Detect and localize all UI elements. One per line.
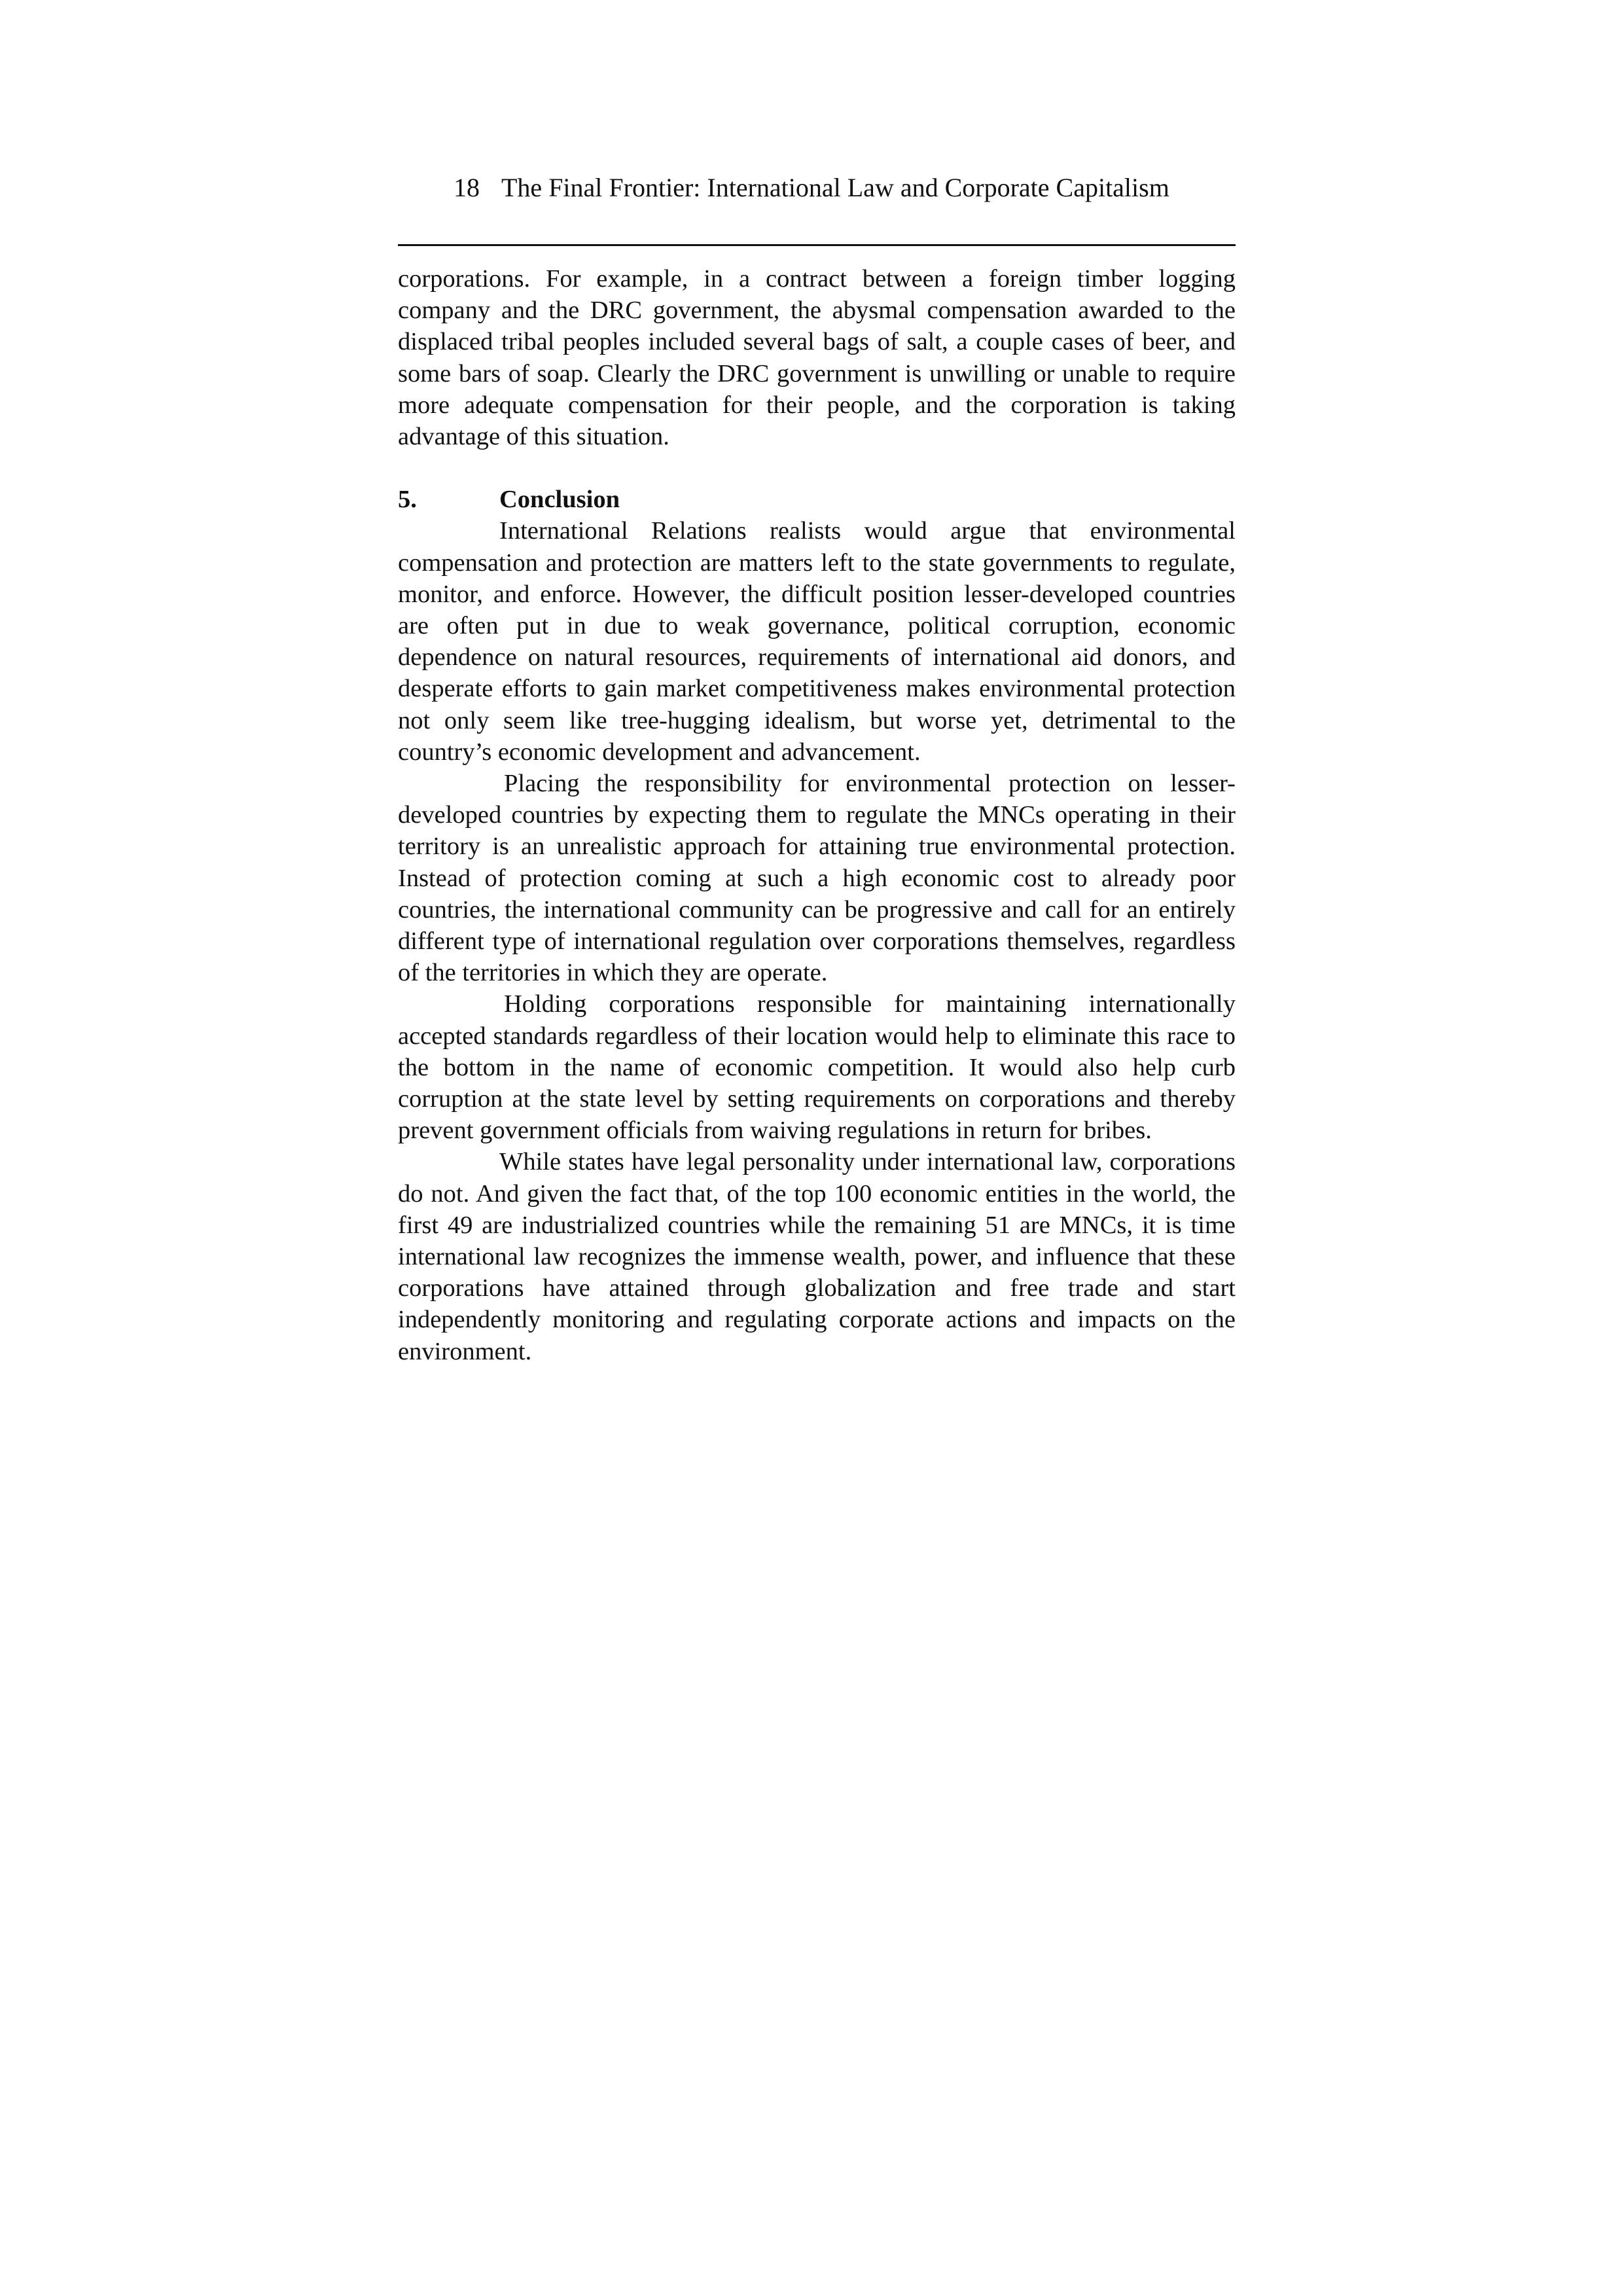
running-title: The Final Frontier: International Law and Corporate Capitalism — [501, 173, 1169, 202]
paragraph: Placing the responsibility for environmental protection on lesser-developed countries by expecting them to regulate the MNCs operating in their territory is an unrealistic approach for attaining true environmental protection. Instead of protection coming at such a high economic cost to already poor countries, the international community can be progressive and call for an entirely different type of international regulation over corporations themselves, regardless of the territories in which they are operate. — [398, 770, 1236, 987]
section-heading — [398, 484, 1236, 515]
section-title: Conclusion — [499, 486, 620, 514]
opening-paragraph: corporations. For example, in a contract between a foreign timber logging company and the DRC government, the abysmal compensation awarded to the displaced tribal peoples included several bags of salt, a couple cases of beer, and some bars of soap. Clearly the DRC government is unwilling or unable to require more adequate compensation for their people, and the corporation is taking advantage of this situation. — [398, 265, 1236, 451]
paragraph: While states have legal personality under international law, corporations do not. And given the fact that, of the top 100 economic entities in the world, the first 49 are industrialized countries while the remaining 51 are MNCs, it is time international law recognizes the immense wealth, power, and influence that these corporations have attained through globalization and free trade and start independently monitoring and regulating corporate actions and impacts on the environment. — [398, 1148, 1236, 1365]
body-text — [398, 263, 1236, 1367]
header-rule — [398, 244, 1236, 246]
page-number: 18 — [454, 173, 480, 202]
paragraph: Holding corporations responsible for maintaining internationally accepted standards regardless of their location would help to eliminate this race to the bottom in the name of economic competition. It would also help curb corruption at the state level by setting requirements on corporations and thereby prevent government officials from waiving regulations in return for bribes. — [398, 990, 1236, 1145]
section-number: 5. — [398, 486, 417, 514]
paragraph: International Relations realists would argue that environmental compensation and protection are matters left to the state governments to regulate, monitor, and enforce. However, the difficult position lesser-developed countries are often put in due to weak governance, political corruption, economic dependence on natural resources, requirements of international aid donors, and desperate efforts to gain market competitiveness makes environmental protection not only seem like tree-hugging idealism, but worse yet, detrimental to the country’s economic development and advancement. — [398, 517, 1236, 766]
running-header — [398, 171, 1236, 204]
